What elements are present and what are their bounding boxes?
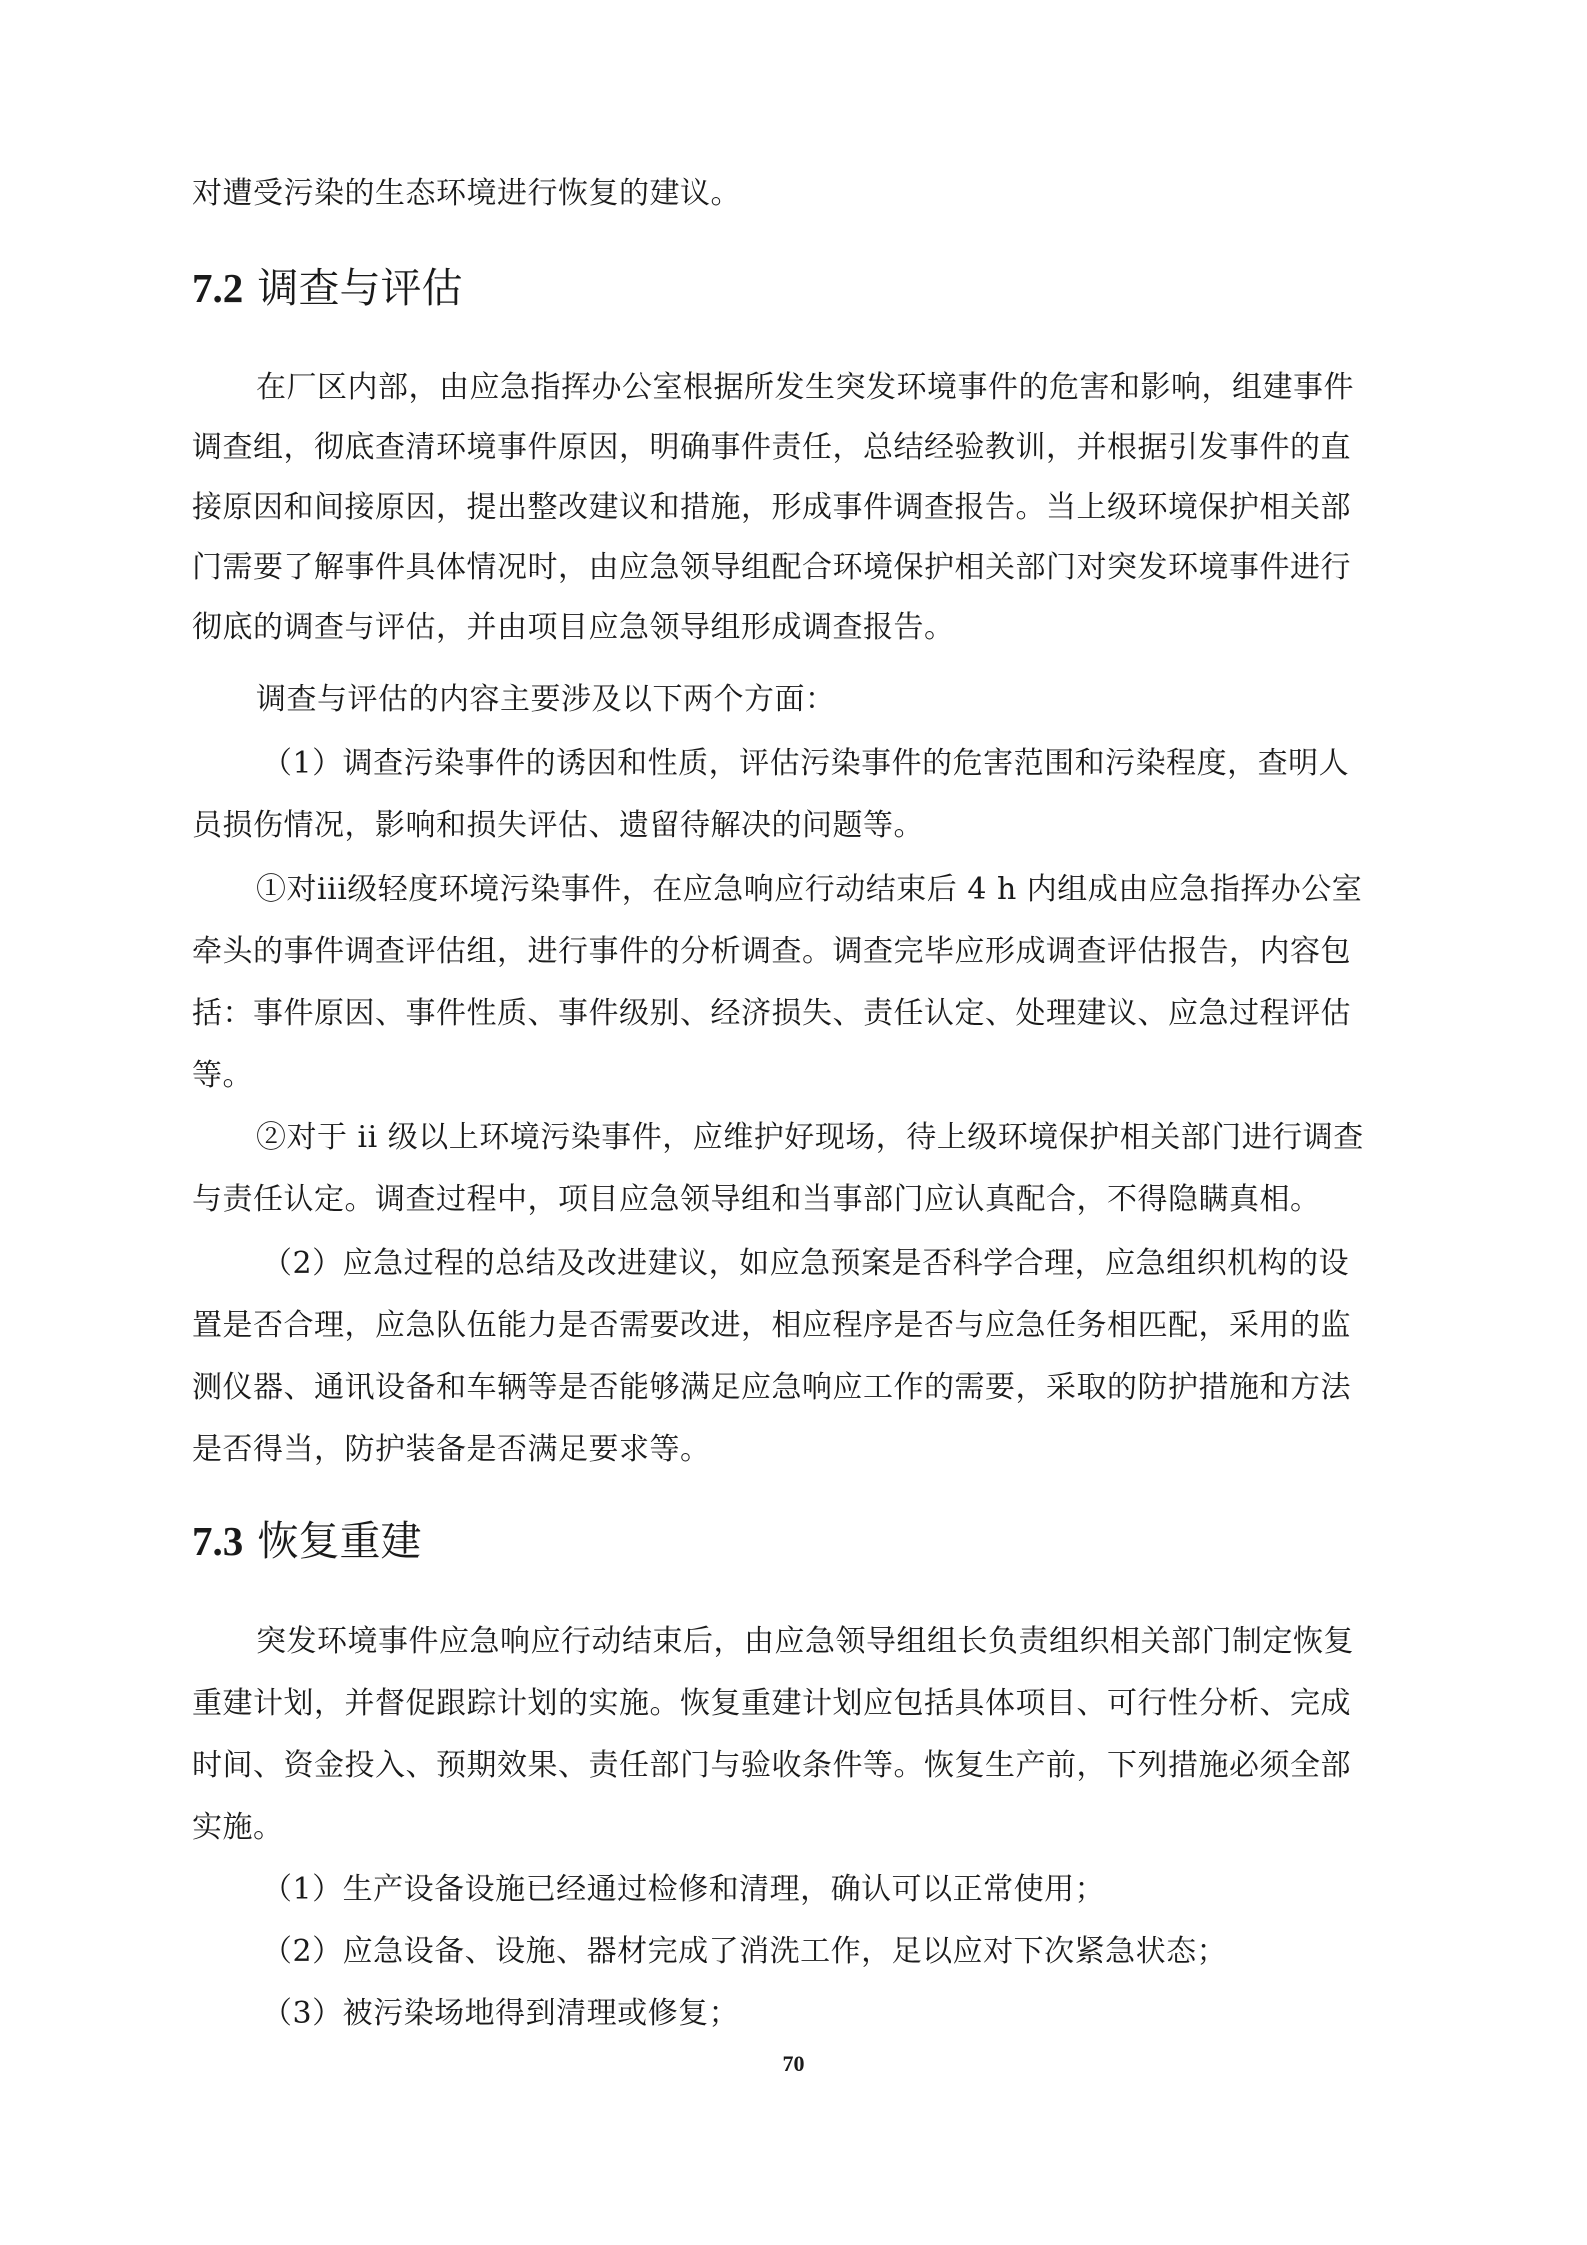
list-item: （1）生产设备设施已经通过检修和清理，确认可以正常使用； — [262, 1872, 1106, 1907]
paragraph-line: 等。 — [192, 1058, 253, 1093]
paragraph-line: 调查组，彻底查清环境事件原因，明确事件责任，总结经验教训，并根据引发事件的直 — [192, 430, 1351, 465]
paragraph-line: 调查与评估的内容主要涉及以下两个方面： — [256, 682, 836, 717]
list-item: （2）应急设备、设施、器材完成了消洗工作，足以应对下次紧急状态； — [262, 1934, 1228, 1969]
paragraph-line: 重建计划，并督促跟踪计划的实施。恢复重建计划应包括具体项目、可行性分析、完成 — [192, 1686, 1351, 1721]
paragraph-line: 牵头的事件调查评估组，进行事件的分析调查。调查完毕应形成调查评估报告，内容包 — [192, 934, 1351, 969]
list-item: （2）应急过程的总结及改进建议，如应急预案是否科学合理，应急组织机构的设 — [262, 1246, 1350, 1281]
section-number: 7.2 — [192, 265, 244, 311]
paragraph-line: 测仪器、通讯设备和车辆等是否能够满足应急响应工作的需要，采取的防护措施和方法 — [192, 1370, 1351, 1405]
paragraph-line: 接原因和间接原因，提出整改建议和措施，形成事件调查报告。当上级环境保护相关部 — [192, 490, 1351, 525]
list-item: （1）调查污染事件的诱因和性质，评估污染事件的危害范围和污染程度，查明人 — [262, 746, 1350, 781]
page-number: 70 — [782, 2051, 805, 2076]
section-title: 恢复重建 — [257, 1517, 422, 1565]
section-heading-7-3 — [192, 1515, 422, 1567]
section-heading-7-2 — [192, 262, 463, 314]
list-item: ②对于 ii 级以上环境污染事件，应维护好现场，待上级环境保护相关部门进行调查 — [256, 1120, 1364, 1155]
paragraph-line: 员损伤情况，影响和损失评估、遗留待解决的问题等。 — [192, 808, 924, 843]
paragraph-line: 门需要了解事件具体情况时，由应急领导组配合环境保护相关部门对突发环境事件进行 — [192, 550, 1351, 585]
list-item: ①对iii级轻度环境污染事件，在应急响应行动结束后 4 h 内组成由应急指挥办公室 — [256, 872, 1363, 907]
paragraph-line: 是否得当，防护装备是否满足要求等。 — [192, 1432, 711, 1467]
paragraph-line: 时间、资金投入、预期效果、责任部门与验收条件等。恢复生产前，下列措施必须全部 — [192, 1748, 1351, 1783]
paragraph-line: 与责任认定。调查过程中，项目应急领导组和当事部门应认真配合，不得隐瞒真相。 — [192, 1182, 1321, 1217]
paragraph-line: 在厂区内部，由应急指挥办公室根据所发生突发环境事件的危害和影响，组建事件 — [256, 370, 1354, 405]
paragraph-line: 括：事件原因、事件性质、事件级别、经济损失、责任认定、处理建议、应急过程评估 — [192, 996, 1351, 1031]
section-number: 7.3 — [192, 1518, 244, 1564]
paragraph-line: 置是否合理，应急队伍能力是否需要改进，相应程序是否与应急任务相匹配，采用的监 — [192, 1308, 1351, 1343]
list-item: （3）被污染场地得到清理或修复； — [262, 1996, 740, 2031]
paragraph-line: 实施。 — [192, 1810, 284, 1845]
paragraph-line: 突发环境事件应急响应行动结束后，由应急领导组组长负责组织相关部门制定恢复 — [256, 1624, 1354, 1659]
section-title: 调查与评估 — [257, 264, 463, 312]
intro-line: 对遭受污染的生态环境进行恢复的建议。 — [192, 176, 741, 211]
paragraph-line: 彻底的调查与评估，并由项目应急领导组形成调查报告。 — [192, 610, 955, 645]
